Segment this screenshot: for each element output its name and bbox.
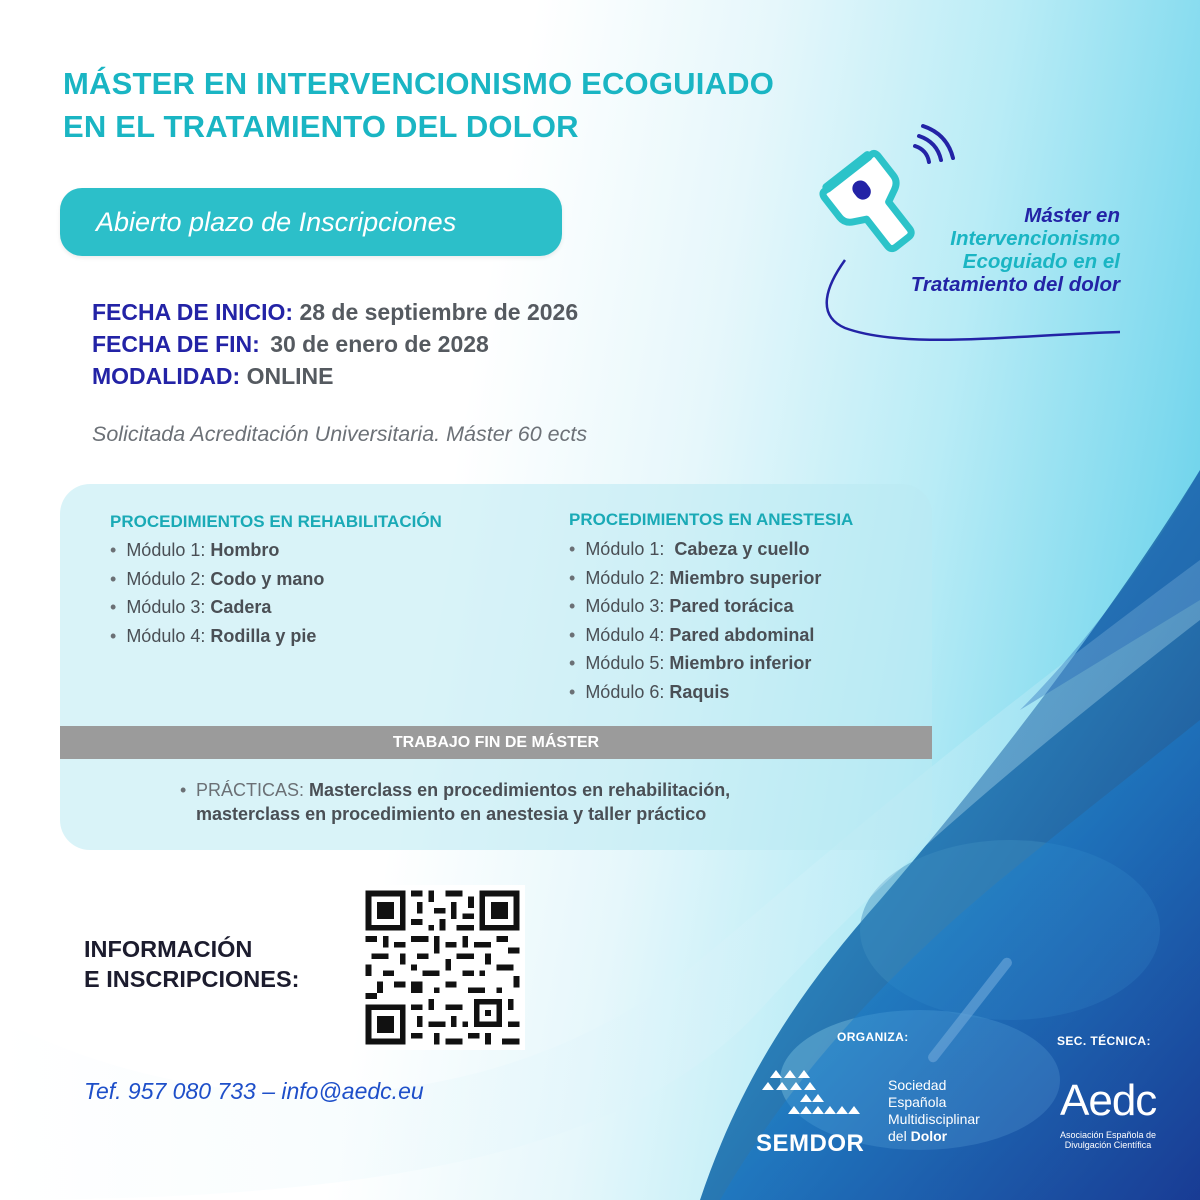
logo-line-1: Máster en — [1024, 204, 1120, 227]
list-item: • Módulo 5: Miembro inferior — [569, 649, 821, 678]
list-item: • Módulo 4: Pared abdominal — [569, 621, 821, 650]
end-date-row — [92, 328, 578, 360]
logo-line-3: Ecoguiado en el — [962, 250, 1120, 273]
end-date-label: FECHA DE FIN: — [92, 331, 260, 357]
modality-row — [92, 360, 578, 392]
list-item: • Módulo 2: Codo y mano — [110, 565, 324, 594]
aedc-logo-icon: Aedc — [1060, 1076, 1157, 1125]
practicas-line-1: Masterclass en procedimientos en rehabilitación, — [309, 780, 731, 800]
course-details — [92, 296, 578, 392]
start-date-value: 28 de septiembre de 2026 — [299, 299, 579, 325]
logo-line-4: Tratamiento del dolor — [910, 273, 1120, 296]
list-item: • Módulo 3: Pared torácica — [569, 592, 821, 621]
title-line-1: MÁSTER EN INTERVENCIONISMO ECOGUIADO — [63, 66, 775, 101]
list-item: • Módulo 1: Cabeza y cuello — [569, 535, 821, 564]
modality-value: ONLINE — [246, 363, 334, 389]
rehab-module-list — [110, 536, 324, 650]
list-item: • Módulo 3: Cadera — [110, 593, 324, 622]
contact-line[interactable]: Tef. 957 080 733 – info@aedc.eu — [84, 1078, 424, 1104]
list-item: • Módulo 1: Hombro — [110, 536, 324, 565]
accreditation-note: Solicitada Acreditación Universitaria. Máster 60 ects — [92, 422, 588, 446]
semdor-logo-icon — [760, 1068, 880, 1130]
practicas-line-2: masterclass en procedimiento en anestesia y taller práctico — [196, 804, 707, 824]
info-label: INFORMACIÓN E INSCRIPCIONES: — [84, 936, 300, 992]
semdor-name: SEMDOR — [756, 1130, 865, 1157]
sec-tecnica-label: SEC. TÉCNICA: — [1057, 1034, 1151, 1048]
qr-code-icon[interactable] — [360, 885, 525, 1050]
registration-open-banner: Abierto plazo de Inscripciones — [60, 188, 562, 256]
page-title — [63, 62, 774, 148]
modules-panel — [60, 484, 932, 850]
practicas-label: PRÁCTICAS: — [196, 780, 305, 800]
logo-line-2: Intervencionismo — [950, 227, 1120, 250]
list-item: • Módulo 6: Raquis — [569, 678, 821, 707]
organiza-label: ORGANIZA: — [837, 1030, 909, 1044]
aedc-subtitle: Asociación Española de Divulgación Científica — [1059, 1130, 1157, 1150]
anest-heading: PROCEDIMIENTOS EN ANESTESIA — [569, 510, 854, 529]
title-line-2: EN EL TRATAMIENTO DEL DOLOR — [63, 109, 579, 144]
end-date-value: 30 de enero de 2028 — [270, 331, 489, 357]
start-date-row — [92, 296, 578, 328]
list-item: • Módulo 2: Miembro superior — [569, 564, 821, 593]
start-date-label: FECHA DE INICIO: — [92, 299, 294, 325]
anest-module-list — [569, 535, 821, 706]
list-item: • Módulo 4: Rodilla y pie — [110, 622, 324, 651]
thesis-bar: TRABAJO FIN DE MÁSTER — [60, 726, 932, 759]
semdor-description: Sociedad Española Multidisciplinar del Dolor — [888, 1077, 980, 1144]
program-logo-text — [850, 204, 1120, 296]
practicas-text: • PRÁCTICAS: Masterclass en procedimientos en rehabilitación, masterclass en procedimiento en anestesia y taller práctico — [180, 780, 731, 824]
modality-label: MODALIDAD: — [92, 363, 241, 389]
rehab-heading: PROCEDIMIENTOS EN REHABILITACIÓN — [110, 512, 442, 531]
